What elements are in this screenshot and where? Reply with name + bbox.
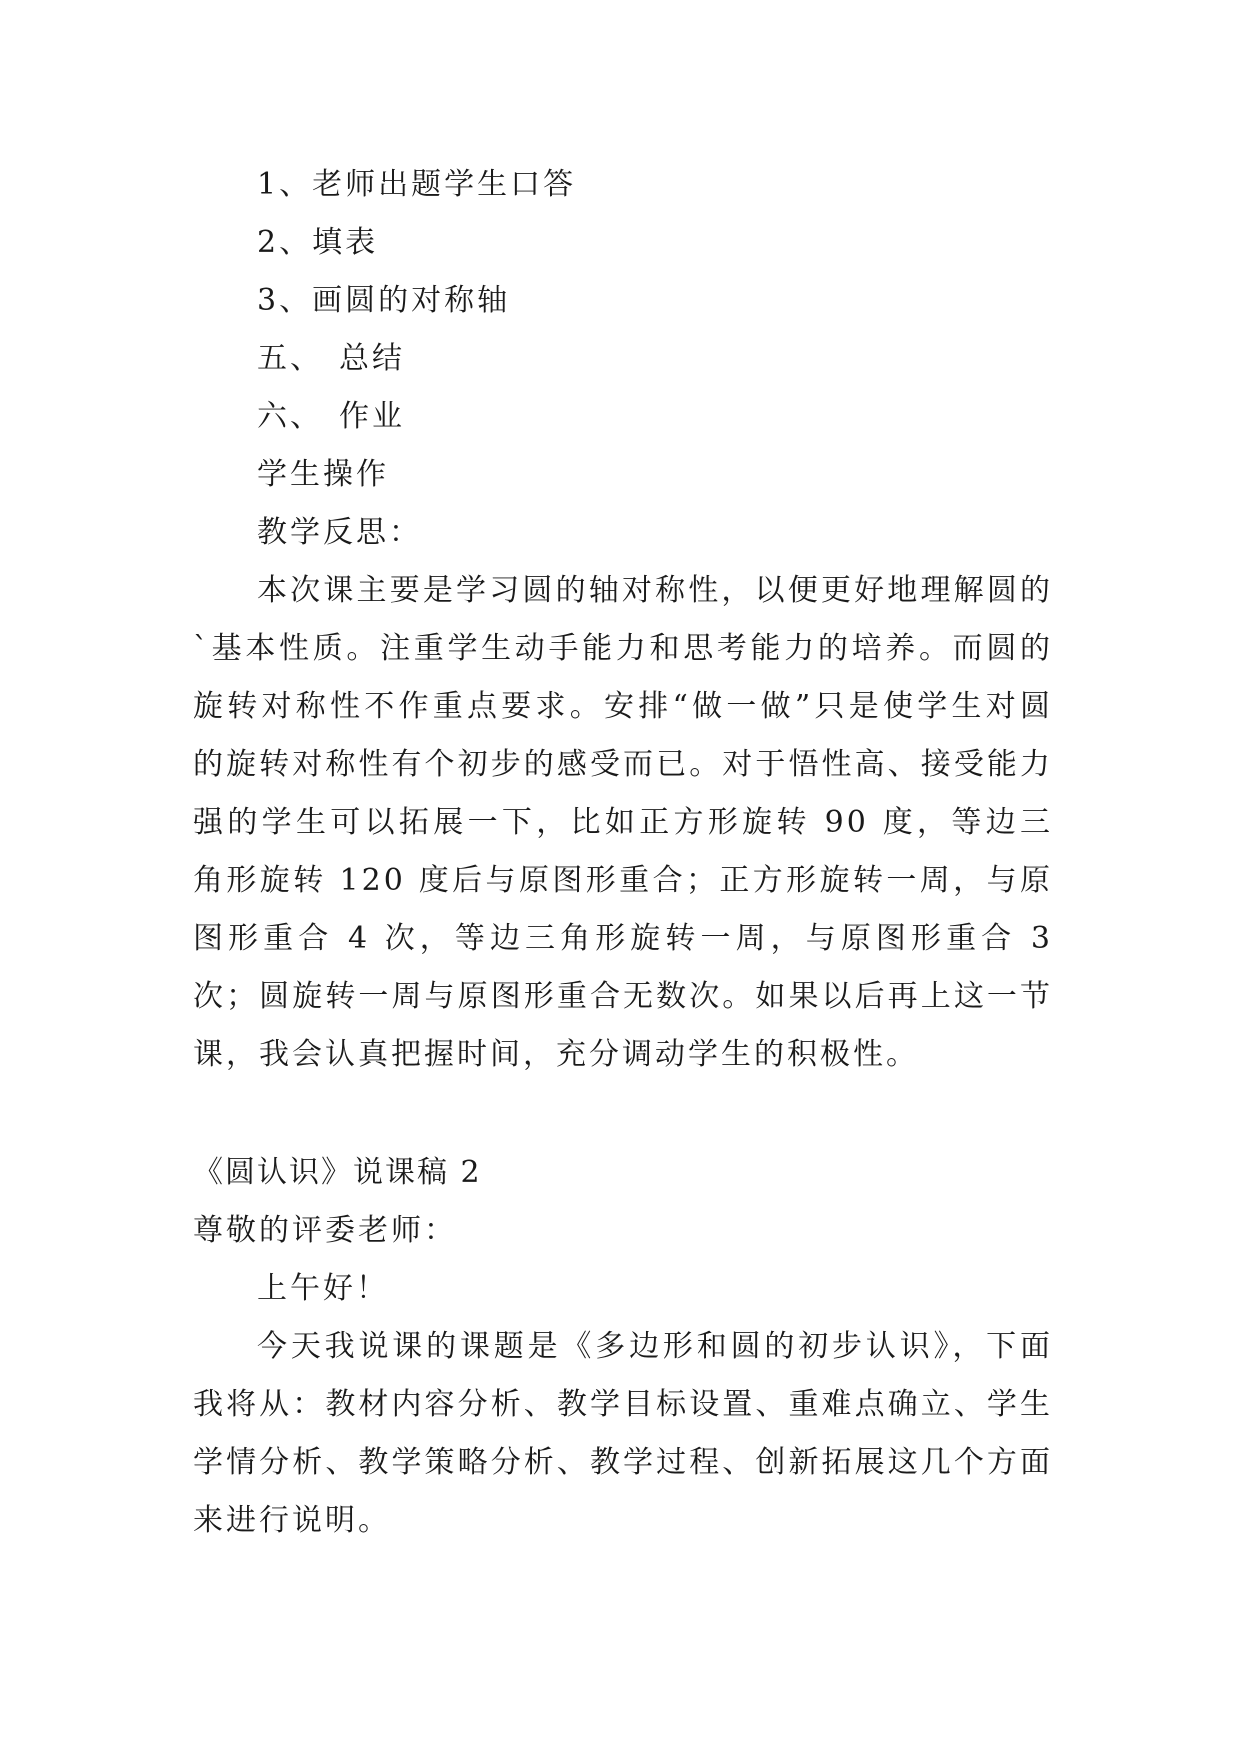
section-gap: [193, 1084, 1053, 1144]
step-item-2: [193, 214, 1053, 272]
reflection-heading: 教学反思：: [257, 515, 422, 550]
section-text: 总结: [339, 341, 405, 376]
intro-body: 今天我说课的课题是《多边形和圆的初步认识》，下面我将从：教材内容分析、教学目标设置、重难点确立、学生学情分析、教学策略分析、教学过程、创新拓展这几个方面来进行说明。: [193, 1329, 1053, 1538]
section-summary: [193, 330, 1053, 388]
step-number: 1、: [257, 167, 313, 202]
document-content: [193, 156, 1053, 1550]
section-homework: [193, 388, 1053, 446]
step-item-1: [193, 156, 1053, 214]
greeting: 上午好！: [257, 1271, 389, 1306]
student-operation: 学生操作: [257, 457, 389, 492]
reflection-paragraph: [193, 562, 1053, 1084]
step-text: 画圆的对称轴: [312, 283, 511, 318]
step-text: 老师出题学生口答: [312, 167, 577, 202]
step-text: 填表: [312, 225, 379, 260]
section-number: 五、: [257, 341, 323, 376]
step-number: 3、: [257, 283, 313, 318]
step-item-3: [193, 272, 1053, 330]
reflection-body: 本次课主要是学习圆的轴对称性，以便更好地理解圆的`基本性质。注重学生动手能力和思考能力的培养。而圆的旋转对称性不作重点要求。安排“做一做”只是使学生对圆的旋转对称性有个初步的感受而已。对于悟性高、接受能力强的学生可以拓展一下，比如正方形旋转 90 度，等边三角形旋转 120 度后与原图形重合；正方形旋转一周，与原图形重合 4 次，等边三角形旋转一周，与原图形重合 3 次；圆旋转一周与原图形重合无数次。如果以后再上这一节课，我会认真把握时间，充分调动学生的积极性。: [193, 573, 1053, 1072]
intro-paragraph: [193, 1318, 1053, 1550]
salutation: 尊敬的评委老师：: [193, 1213, 457, 1248]
section-number: 六、: [257, 399, 323, 434]
doc2-title: 《圆认识》说课稿 2: [193, 1155, 482, 1190]
section-text: 作业: [339, 399, 405, 434]
step-number: 2、: [257, 225, 313, 260]
